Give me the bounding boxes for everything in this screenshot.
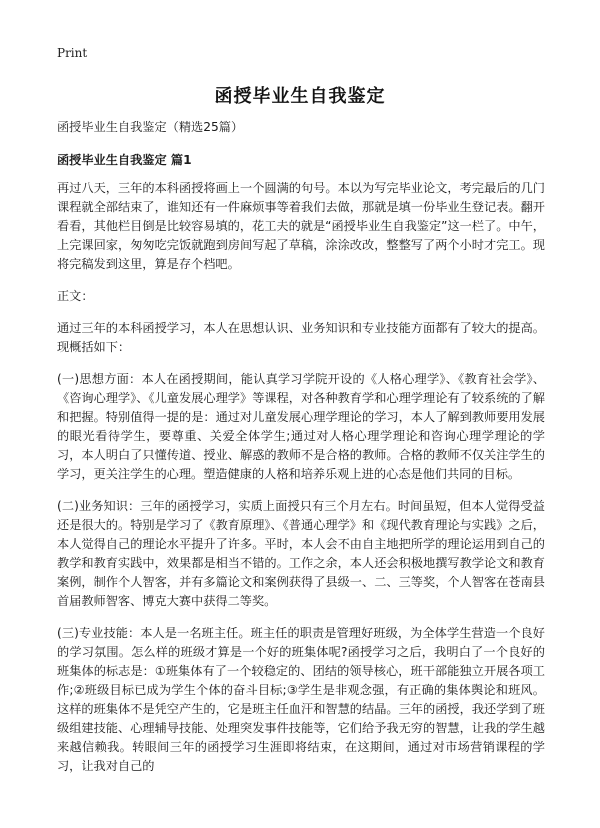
paragraph-intro: 再过八天，三年的本科函授将画上一个圆满的句号。本以为写完毕业论文，考完最后的几门课程就全部结束了，谁知还有一件麻烦事等着我们去做，那就是填一份毕业生登记表。翻开看看，其他栏目倒是比较容易填的，花工夫的就是“函授毕业生自我鉴定”这一栏了。中午，上完课回家，匆匆吃完饭就跑到房间写起了草稿，涂涂改改，整整写了两个小时才完工。现将完稿发到这里，算是存个档吧。 <box>57 181 545 271</box>
paragraph-thought: (一)思想方面：本人在函授期间，能认真学习学院开设的《人格心理学》、《教育社会学》、《咨询心理学》、《儿童发展心理学》等课程，对各种教育学和心理学理论有了较系统的了解和把握。特别值得一提的是：通过对儿童发展心理学理论的学习，本人了解到教师要用发展的眼光看待学生，要尊重、关爱全体学生;通过对人格心理学理论和咨询心理学理论的学习，本人明白了只懂传道、授业、解惑的教师不是合格的教师。合格的教师不仅关注学生的学习，更关注学生的心理。塑造健康的人格和培养乐观上进的心态是他们共同的目标。 <box>57 372 545 481</box>
document-title: 函授毕业生自我鉴定 <box>214 86 386 107</box>
print-label: Print <box>57 46 88 60</box>
paragraph-summary: 通过三年的本科函授学习，本人在思想认识、业务知识和专业技能方面都有了较大的提高。现概括如下： <box>57 321 545 354</box>
document-subtitle: 函授毕业生自我鉴定（精选25篇） <box>57 120 244 134</box>
section-heading: 函授毕业生自我鉴定 篇1 <box>57 153 192 167</box>
paragraph-label-main-text: 正文： <box>57 289 94 303</box>
document-body <box>57 118 545 789</box>
paragraph-business-knowledge: (二)业务知识：三年的函授学习，实质上面授只有三个月左右。时间虽短，但本人觉得受益还是很大的。特别是学习了《教育原理》、《普通心理学》和《现代教育理论与实践》之后，本人觉得自己的理论水平提升了许多。平时，本人会不由自主地把所学的理论运用到自己的教学和教育实践中，效果都是相当不错的。工作之余，本人还会积极地撰写教学论文和教育案例，制作个人智客，并有多篇论文和案例获得了县级一、二、三等奖，个人智客在苍南县首届教师智客、博克大赛中获得二等奖。 <box>57 499 545 608</box>
paragraph-professional-skills: (三)专业技能：本人是一名班主任。班主任的职责是管理好班级，为全体学生营造一个良好的学习氛围。怎么样的班级才算是一个好的班集体呢?函授学习之后，我明白了一个良好的班集体的标志是：①班集体有了一个较稳定的、团结的领导核心，班干部能独立开展各项工作;②班级目标已成为学生个体的奋斗目标;③学生是非观念强，有正确的集体舆论和班风。这样的班集体不是凭空产生的，它是班主任血汗和智慧的结晶。三年的函授，我还学到了班级组建技能、心理辅导技能、处理突发事件技能等，它们给予我无穷的智慧，让我的学生越来越信赖我。转眼间三年的函授学习生涯即将结束，在这期间，通过对市场营销课程的学习，让我对自己的 <box>57 626 545 773</box>
